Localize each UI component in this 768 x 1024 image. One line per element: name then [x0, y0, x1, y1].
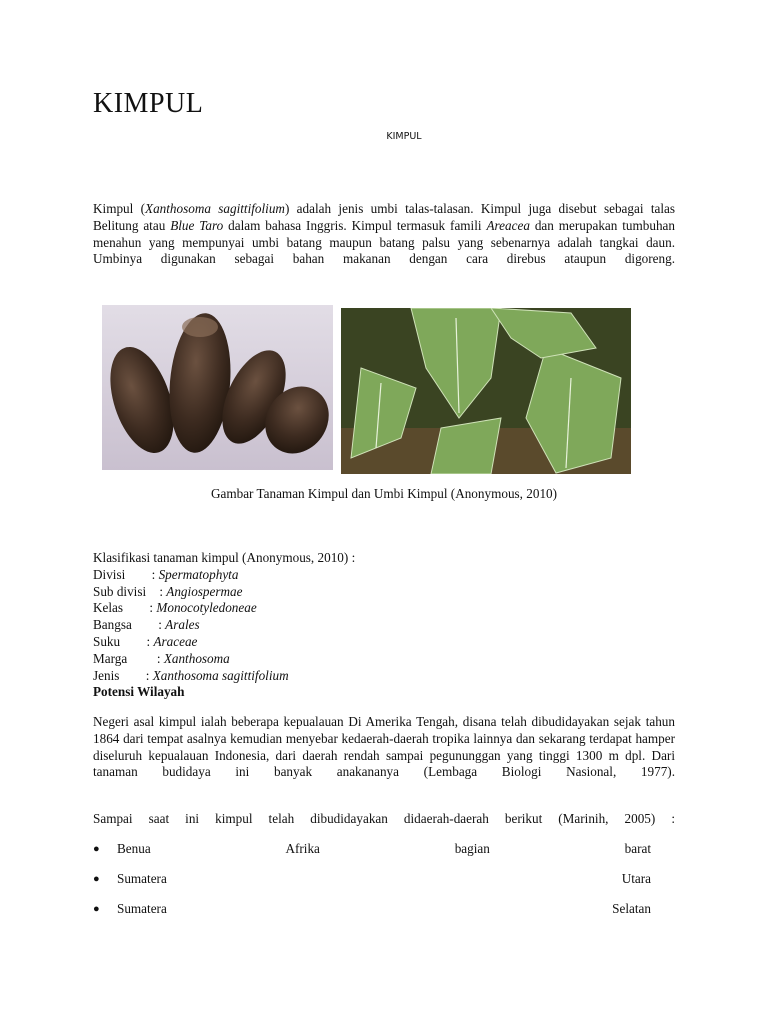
kimpul-plant-image — [341, 308, 631, 474]
list-word: Sumatera — [117, 871, 167, 886]
italic-term: Xanthosoma sagittifolium — [145, 201, 285, 216]
classification-row — [93, 634, 355, 651]
intro-paragraph — [93, 201, 675, 268]
text-run: ) adalah jenis umbi talas-talasan. Kimpul juga disebut sebagai talas Belitung atau — [93, 201, 675, 233]
list-word: bagian — [454, 841, 490, 856]
classification-label: Suku : — [93, 633, 154, 649]
kimpul-tuber-image — [102, 305, 333, 470]
italic-term: Areacea — [486, 217, 530, 233]
classification-value: Monocotyledoneae — [156, 600, 257, 616]
classification-label: Marga : — [93, 650, 164, 666]
classification-row — [93, 600, 355, 617]
figure-caption: Gambar Tanaman Kimpul dan Umbi Kimpul (Anonymous, 2010) — [210, 486, 558, 501]
list-word: barat — [624, 841, 651, 856]
classification-row — [93, 567, 355, 584]
classification-label: Kelas : — [93, 600, 157, 616]
classification-value: Angiospermae — [166, 583, 243, 599]
list-item — [93, 871, 651, 888]
potensi-paragraph: Negeri asal kimpul ialah beberapa kepualauan Di Amerika Tengah, disana telah dibudidayakan sejak tahun 1864 dari tempat asalnya kemudian menyebar kedaerah-daerah tropika lainnya dan sekarang terdapat hamper diseluruh kepualauan Indonesia, dari daerah rendah sampai pegununggan yang tinggi 1300 m dpl. Dari tanaman budidaya ini banyak anakananya (Lembaga Biologi Nasional, 1977). — [93, 714, 675, 780]
text-run: dalam bahasa Inggris. Kimpul termasuk famili — [223, 217, 487, 233]
classification-value: Spermatophyta — [158, 566, 239, 582]
classification-label: Bangsa : — [93, 617, 166, 633]
classification-value: Araceae — [153, 633, 198, 649]
classification-label: Jenis : — [93, 667, 153, 683]
classification-value: Arales — [165, 617, 200, 633]
list-word: Sumatera — [117, 901, 167, 916]
regions-intro: Sampai saat ini kimpul telah dibudidayakan didaerah-daerah berikut (Marinih, 2005) : — [93, 811, 675, 826]
bullet-icon: ● — [93, 873, 100, 885]
list-word: Afrika — [285, 841, 320, 856]
page-title: KIMPUL — [93, 88, 204, 119]
text-run: Kimpul ( — [93, 201, 146, 216]
classification-heading: Klasifikasi tanaman kimpul (Anonymous, 2010) : — [93, 550, 356, 565]
bullet-icon: ● — [93, 843, 100, 855]
list-word: Selatan — [612, 901, 651, 916]
classification-label: Sub divisi : — [93, 583, 167, 599]
italic-term: Blue Taro — [170, 217, 224, 233]
list-word: Benua — [117, 841, 151, 856]
text-run: dan merupakan tumbuhan menahun yang mempunyai umbi batang maupun batang palsu yang sebenarnya adalah tangkai daun. Umbinya digunakan sebagai bahan makanan dengan cara direbus ataupun digoreng. — [93, 217, 676, 267]
classification-label: Divisi : — [93, 566, 159, 582]
list-item — [93, 841, 651, 858]
classification-row — [93, 651, 355, 668]
page-subtitle: KIMPUL — [386, 131, 422, 142]
classification-rows — [93, 567, 355, 685]
classification-value: Xanthosoma — [163, 650, 230, 666]
list-item-text — [117, 901, 651, 918]
list-item-text — [117, 841, 651, 858]
classification-row — [93, 617, 355, 634]
bullet-icon: ● — [93, 903, 100, 915]
classification-row — [93, 668, 355, 685]
list-item — [93, 901, 651, 918]
classification-value: Xanthosoma sagittifolium — [152, 667, 289, 683]
classification-row — [93, 584, 355, 601]
potensi-heading: Potensi Wilayah — [93, 684, 185, 699]
classification-block — [93, 550, 355, 684]
list-item-text — [117, 871, 651, 888]
list-word: Utara — [621, 871, 651, 886]
